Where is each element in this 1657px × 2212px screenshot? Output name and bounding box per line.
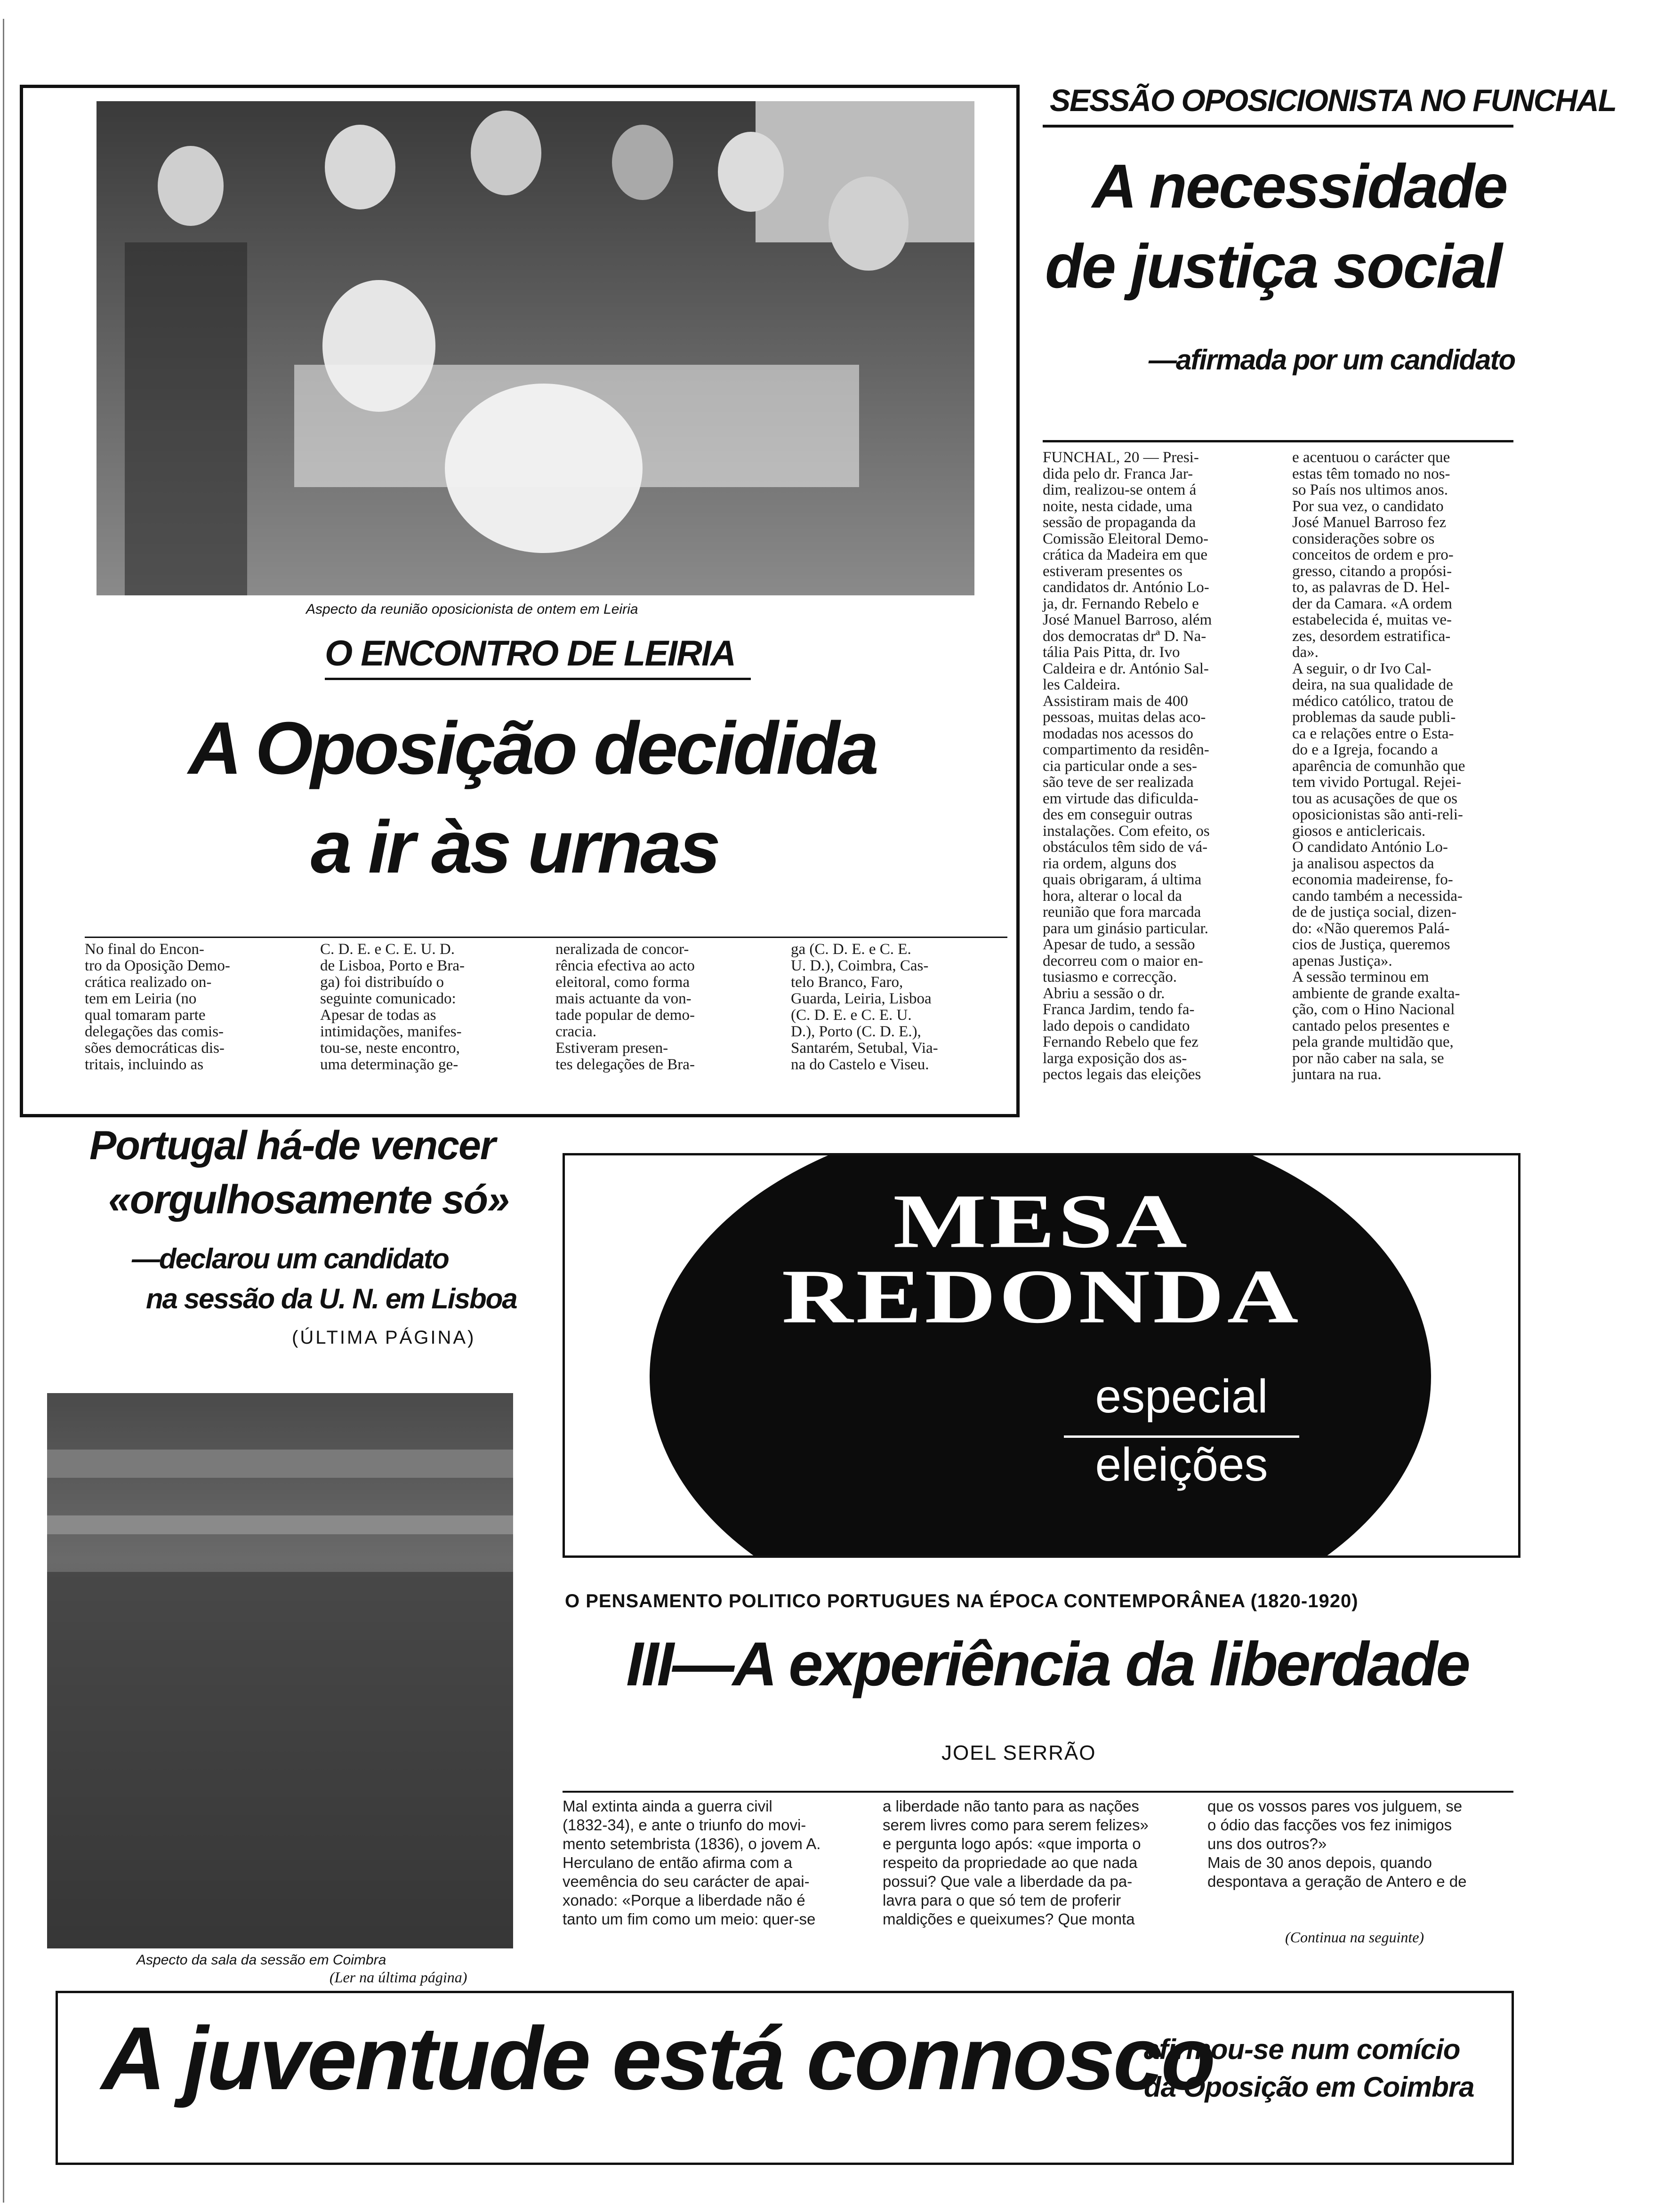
pensamento-continua: (Continua na seguinte) (1285, 1929, 1424, 1946)
funchal-col-2: e acentuou o carácter que estas têm tomado no nos- so País nos ultimos anos. Por sua vez, o candidato José Manuel Barroso fez considerações sobre os conceitos de ordem e pro- gresso, citando a propósi- to, as palavras de D. Hel- der da Camara. «A ordem estabelecida é, muitas ve- zes, desordem estratifica- da». A seguir, o dr Ivo Cal- deira, na sua qualidade de médico católico, tratou de problemas da saude publi- ca e relações entre o Esta- do e a Igreja, focando a aparência de comunhão que tem vivido Portugal. Rejei- tou as acusações de que os oposicionistas são anti-reli- giosos e anticlericais. O candidato António Lo- ja analisou aspectos da economia madeirense, fo- cando também a necessida- de de justiça social, dizen- do: «Não queremos Palá- cios de Justiça, queremos apenas Justiça». A sessão terminou em ambiente de grande exalta- ção, com o Hino Nacional cantado pelos presentes e pela grande multidão que, por não caber na sala, se juntara na rua. (1292, 449, 1465, 1083)
leiria-kicker-rule (325, 678, 751, 680)
pensamento-author: JOEL SERRÃO (941, 1741, 1096, 1764)
funchal-body-rule (1043, 440, 1513, 442)
coimbra-deck-line2: da Oposição em Coimbra (1144, 2071, 1474, 2103)
left-margin-rule (3, 19, 4, 2203)
pensamento-col-3: que os vossos pares vos julguem, se o ódio das facções vos fez inimigos uns dos outros?» Mais de 30 anos depois, quando despontava a geração de Antero e de (1207, 1797, 1467, 1890)
leiria-photo-caption: Aspecto da reunião oposicionista de ontem em Leiria (306, 601, 638, 617)
pensamento-kicker: O PENSAMENTO POLITICO PORTUGUES NA ÉPOCA CONTEMPORÂNEA (1820-1920) (565, 1591, 1359, 1611)
coimbra-deck-line1: afirmou-se num comício (1144, 2034, 1460, 2065)
coimbra-photo-image (47, 1393, 513, 1948)
coimbra-hall-photo (47, 1393, 513, 1948)
funchal-col-1: FUNCHAL, 20 — Presi- dida pelo dr. Franca Jar- dim, realizou-se ontem á noite, nesta cidade, uma sessão de propaganda da Comissão Eleitoral Demo- crática da Madeira em que estiveram presentes os candidatos dr. António Lo- ja, dr. Fernando Rebelo e José Manuel Barroso, além dos democratas drª D. Na- tália Pais Pitta, dr. Ivo Caldeira e dr. António Sal- les Caldeira. Assistiram mais de 400 pessoas, muitas delas aco- modadas nos acessos do compartimento da residên- cia particular onde a ses- são teve de ser realizada em virtude das dificulda- des em conseguir outras instalações. Com efeito, os obstáculos têm sido de vá- ria ordem, alguns dos quais obrigaram, á ultima hora, alterar o local da reunião que fora marcada para um ginásio particular. Apesar de tudo, a sessão decorreu com o maior en- tusiasmo e correcção. Abriu a sessão o dr. Franca Jardim, tendo fa- lado depois o candidato Fernando Rebelo que fez larga exposição dos as- pectos legais das eleições (1043, 449, 1212, 1083)
leiria-col-3: neralizada de concor- rência efectiva ao acto eleitoral, como forma mais actuante da von- tade popular de demo- cracia. Estiveram presen- tes delegações de Bra- (555, 941, 695, 1073)
funchal-deck: —afirmada por um candidato (1149, 344, 1515, 376)
lisboa-headline-line2: «orgulhosamente só» (108, 1177, 509, 1222)
pensamento-headline: III—A experiência da liberdade (626, 1629, 1469, 1699)
leiria-col-1: No final do Encon- tro da Oposição Demo- crática realizado on- tem em Leiria (no qual tomaram parte delegações das comis- sões democráticas dis- tritais, incluindo as (85, 941, 230, 1073)
funchal-kicker-rule (1043, 125, 1513, 128)
leiria-headline-line2: a ir às urnas (311, 806, 718, 889)
mesa-redonda-subtitle-line1: especial (1095, 1370, 1268, 1423)
mesa-redonda-title-line2: REDONDA (781, 1254, 1302, 1339)
mesa-redonda-ad-frame (563, 1153, 1520, 1558)
mesa-redonda-subtitle-line2: eleições (1095, 1438, 1268, 1491)
pensamento-col-2: a liberdade não tanto para as nações serem livres como para serem felizes» e pergunta logo após: «que importa o respeito da propriedade ao que nada possui? Que vale a liberdade da pa- lavra para o que só tem de proferir maldições e queixumes? Que monta (883, 1797, 1149, 1928)
lisboa-deck-line2: na sessão da U. N. em Lisboa (146, 1283, 517, 1314)
lisboa-ref: (ÚLTIMA PÁGINA) (292, 1327, 476, 1348)
leiria-meeting-photo (97, 101, 974, 595)
pensamento-col-1: Mal extinta ainda a guerra civil (1832-34), e ante o triunfo do movi- mento setembrista (1836), o jovem A. Herculano de então afirma com a veemência do seu carácter de apai- xonado: «Porque a liberdade não é tanto um fim como um meio: quer-se (563, 1797, 821, 1928)
meeting-photo-image (97, 101, 974, 595)
coimbra-headline: A juventude está connosco (101, 2009, 1214, 2108)
leiria-body-rule (85, 937, 1007, 938)
mesa-redonda-title-line1: MESA (893, 1178, 1190, 1264)
lisboa-deck-line1: —declarou um candidato (132, 1243, 449, 1274)
leiria-headline-line1: A Oposição decidida (188, 707, 877, 790)
coimbra-photo-caption: Aspecto da sala da sessão em Coimbra (137, 1952, 386, 1968)
leiria-kicker: O ENCONTRO DE LEIRIA (325, 633, 736, 673)
lisboa-headline-line1: Portugal há-de vencer (89, 1123, 495, 1168)
funchal-headline-line2: de justiça social (1045, 232, 1501, 301)
leiria-col-4: ga (C. D. E. e C. E. U. D.), Coimbra, Cas- telo Branco, Faro, Guarda, Leiria, Lisboa (C. D. E. e C. E. U. D.), Porto (C. D. E.), Santarém, Setubal, Via- na do Castelo e Viseu. (791, 941, 938, 1073)
funchal-headline-line1: A necessidade (1092, 152, 1507, 221)
coimbra-photo-ref: (Ler na última página) (330, 1969, 467, 1986)
pensamento-body-rule (563, 1791, 1513, 1793)
leiria-col-2: C. D. E. e C. E. U. D. de Lisboa, Porto e Bra- ga) foi distribuído o seguinte comunicado: Apesar de todas as intimidações, manifes- tou-se, neste encontro, uma determinação ge- (320, 941, 465, 1073)
funchal-kicker: SESSÃO OPOSICIONISTA NO FUNCHAL (1050, 83, 1617, 118)
